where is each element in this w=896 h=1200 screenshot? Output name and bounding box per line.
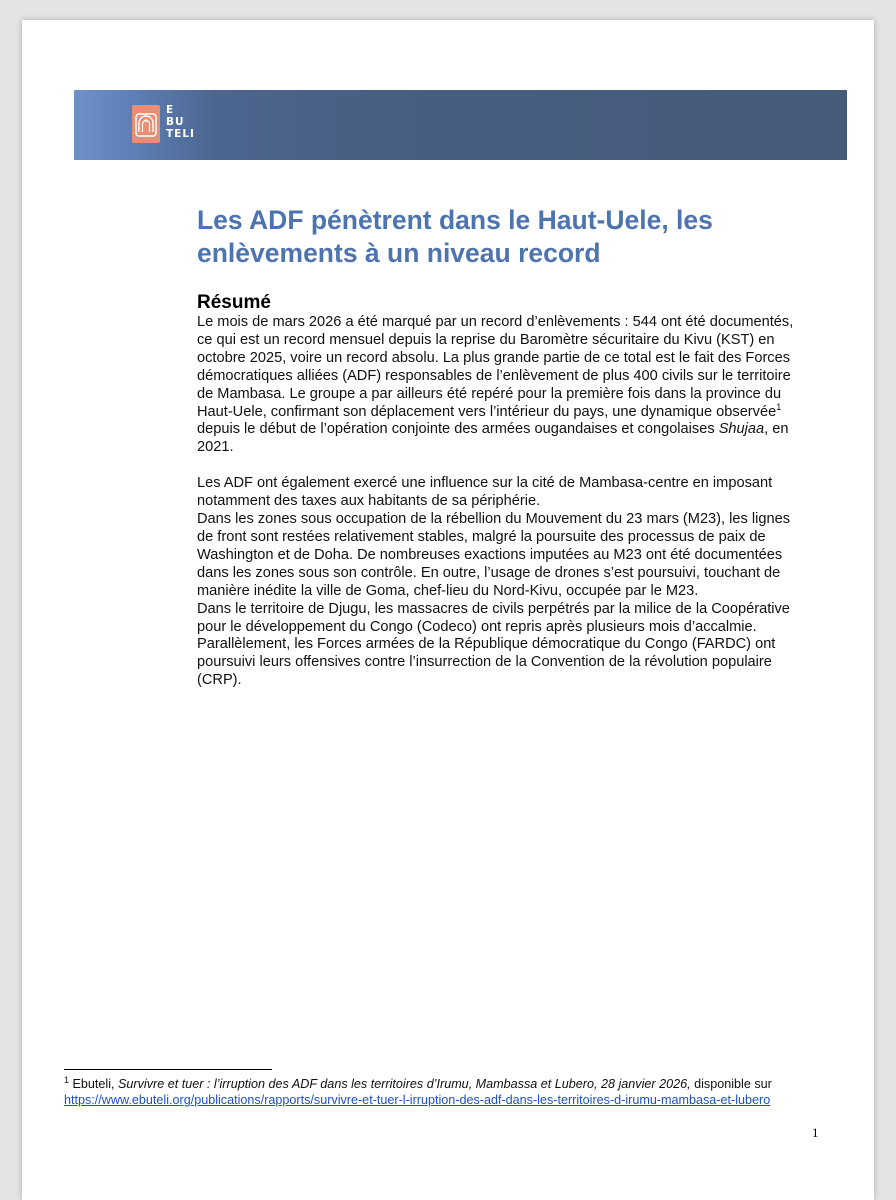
footnote-author: Ebuteli, <box>69 1077 119 1091</box>
summary-paragraph-5: Parallèlement, les Forces armées de la République démocratique du Congo (FARDC) ont poursuivi leurs offensives contre l’insurrection de la Convention de la révolution populaire (CRP). <box>197 636 776 689</box>
footnote <box>64 1076 854 1108</box>
footnote-source-title: Survivre et tuer : l’irruption des ADF dans les territoires d’Irumu, Mambassa et Lubero, 28 janvier 2026, <box>118 1077 691 1091</box>
header-banner <box>74 90 847 160</box>
logo-line: BU <box>166 116 185 128</box>
summary-paragraph-2: Les ADF ont également exercé une influence sur la cité de Mambasa-centre en imposant notamment des taxes aux habitants de sa périphérie. <box>197 475 773 510</box>
logo-line: E <box>166 104 175 116</box>
summary-paragraph-1 <box>197 314 807 457</box>
ebuteli-logo-icon <box>132 105 160 143</box>
footnote-number: 1 <box>64 1074 70 1085</box>
logo-line: TELI <box>166 128 195 140</box>
footnote-link[interactable]: https://www.ebuteli.org/publications/rapports/survivre-et-tuer-l-irruption-des-adf-dans-les-territoires-d-irumu-mambasa-et-lubero <box>64 1093 771 1107</box>
ebuteli-logo-text <box>166 104 206 140</box>
summary-heading: Résumé <box>197 292 271 313</box>
p1-text-after: depuis le début de l’opération conjointe des armées ougandaises et congolaises <box>197 421 719 438</box>
p1-italic: Shujaa <box>718 421 765 438</box>
summary-section <box>197 292 807 690</box>
summary-paragraph-4: Dans le territoire de Djugu, les massacres de civils perpétrés par la milice de la Coopérative pour le développement du Congo (Codeco) ont repris après plusieurs mois d’accalmie. <box>197 600 790 635</box>
summary-paragraph-3: Dans les zones sous occupation de la rébellion du Mouvement du 23 mars (M23), les lignes de front sont restées relativement stables, malgré la poursuite des processus de paix de Washington et de Doha. De nombreuses exactions imputées au M23 ont été documentées dans les zones sous son contrôle. En outre, l’usage de drones s’est poursuivi, touchant de manière inédite la ville de Goma, chef-lieu du Nord-Kivu, occupée par le M23. <box>197 511 790 599</box>
p1-text-end: , en 2021. <box>197 421 789 456</box>
p1-text: Le mois de mars 2026 a été marqué par un record d’enlèvements : 544 ont été documentés, ce qui est un record mensuel depuis la reprise du Baromètre sécuritaire du Kivu (KST) en octobre 2025, voire un record absolu. La plus grande partie de ce total est le fait des Forces démocratiques alliées (ADF) responsables de l’enlèvement de plus 400 civils sur le territoire de Mambasa. Le groupe a par ailleurs été repéré pour la première fois dans la province du Haut-Uele, confirmant son déplacement vers l’intérieur du pays, une dynamique observée <box>197 314 794 420</box>
document-page <box>22 20 874 1200</box>
document-title: Les ADF pénètrent dans le Haut-Uele, les enlèvements à un niveau record <box>197 205 713 268</box>
footnote-reference[interactable]: 1 <box>776 401 782 412</box>
footnote-separator <box>64 1069 272 1070</box>
page-number: 1 <box>812 1125 819 1140</box>
footnote-available: disponible sur <box>690 1077 772 1091</box>
